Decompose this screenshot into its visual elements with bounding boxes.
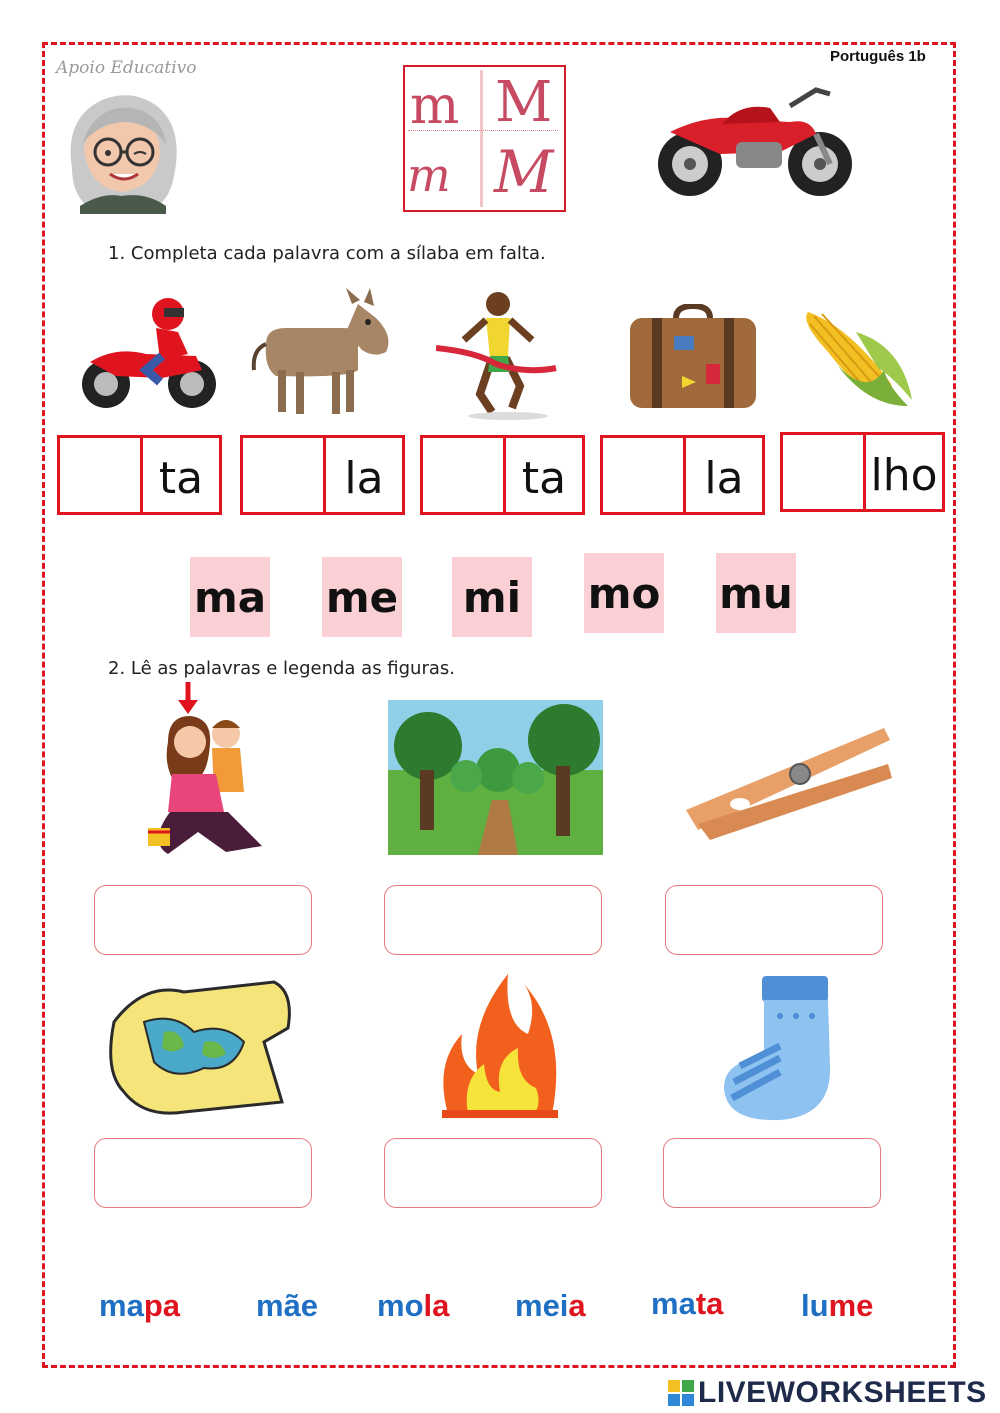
motorcycle-rider-icon xyxy=(76,296,220,414)
word-part-1: lu xyxy=(801,1288,829,1323)
syllable-chip-mi[interactable]: mi xyxy=(452,557,532,637)
word-part-1: ma xyxy=(99,1288,144,1323)
sock-icon xyxy=(720,976,834,1124)
letter-uppercase-print: M xyxy=(495,70,553,135)
mother-child-icon xyxy=(128,682,268,866)
syllable-chip-mu[interactable]: mu xyxy=(716,553,796,633)
exercise2-instruction: 2. Lê as palavras e legenda as figuras. xyxy=(108,658,455,679)
syllable-drop-slot[interactable] xyxy=(243,438,326,512)
teacher-avatar-icon xyxy=(62,88,182,214)
letter-lowercase-script: m xyxy=(407,148,451,202)
clothespin-icon xyxy=(680,718,894,842)
syllable-drop-slot[interactable] xyxy=(60,438,143,512)
forest-path-icon xyxy=(388,700,603,855)
answer-field-6[interactable] xyxy=(663,1138,881,1208)
word-part-1: mo xyxy=(377,1288,424,1323)
word-mata xyxy=(651,1286,723,1322)
word-ending: ta xyxy=(521,452,567,504)
syllable-drop-slot[interactable] xyxy=(783,435,866,509)
word-ending: la xyxy=(704,452,744,504)
word-part-2: me xyxy=(828,1288,874,1323)
word-part-1: mãe xyxy=(256,1288,319,1323)
runner-finish-line-icon xyxy=(436,288,562,422)
word-part-2: pa xyxy=(143,1288,180,1323)
word-box-1 xyxy=(57,435,222,515)
word-ending: la xyxy=(344,452,384,504)
letter-uppercase-script: M xyxy=(494,138,554,206)
map-scroll-icon xyxy=(104,972,294,1118)
answer-field-5[interactable] xyxy=(384,1138,602,1208)
footer-brand: LIVEWORKSHEETS xyxy=(698,1376,987,1409)
corn-cob-icon xyxy=(798,306,914,410)
donkey-icon xyxy=(246,288,396,418)
letter-card-divider xyxy=(480,70,483,207)
word-box-3 xyxy=(420,435,585,515)
word-part-2: ta xyxy=(695,1286,724,1321)
word-box-5 xyxy=(780,432,945,512)
answer-field-1[interactable] xyxy=(94,885,312,955)
syllable-chip-ma[interactable]: ma xyxy=(190,557,270,637)
syllable-drop-slot[interactable] xyxy=(603,438,686,512)
word-box-2 xyxy=(240,435,405,515)
letter-lowercase-print: m xyxy=(410,76,460,136)
word-box-4 xyxy=(600,435,765,515)
suitcase-icon xyxy=(626,304,760,414)
word-part-2: a xyxy=(568,1288,586,1323)
word-mapa xyxy=(99,1288,180,1324)
syllable-chip-me[interactable]: me xyxy=(322,557,402,637)
word-mola xyxy=(377,1288,449,1324)
answer-field-3[interactable] xyxy=(665,885,883,955)
word-meia xyxy=(515,1288,586,1324)
syllable-chip-mo[interactable]: mo xyxy=(584,553,664,633)
subject-label: Português 1b xyxy=(830,48,926,65)
word-mae xyxy=(256,1288,318,1324)
answer-field-4[interactable] xyxy=(94,1138,312,1208)
word-ending: lho xyxy=(870,449,938,501)
word-ending: ta xyxy=(158,452,204,504)
brand-signature: Apoio Educativo xyxy=(56,58,197,78)
motorcycle-icon xyxy=(640,82,862,202)
liveworksheets-logo-icon xyxy=(668,1380,694,1406)
word-lume xyxy=(801,1288,873,1324)
word-part-1: mei xyxy=(515,1288,569,1323)
syllable-drop-slot[interactable] xyxy=(423,438,506,512)
answer-field-2[interactable] xyxy=(384,885,602,955)
word-part-1: ma xyxy=(651,1286,696,1321)
word-part-2: la xyxy=(423,1288,450,1323)
exercise1-instruction: 1. Completa cada palavra com a sílaba em falta. xyxy=(108,243,546,264)
fire-icon xyxy=(438,964,562,1120)
